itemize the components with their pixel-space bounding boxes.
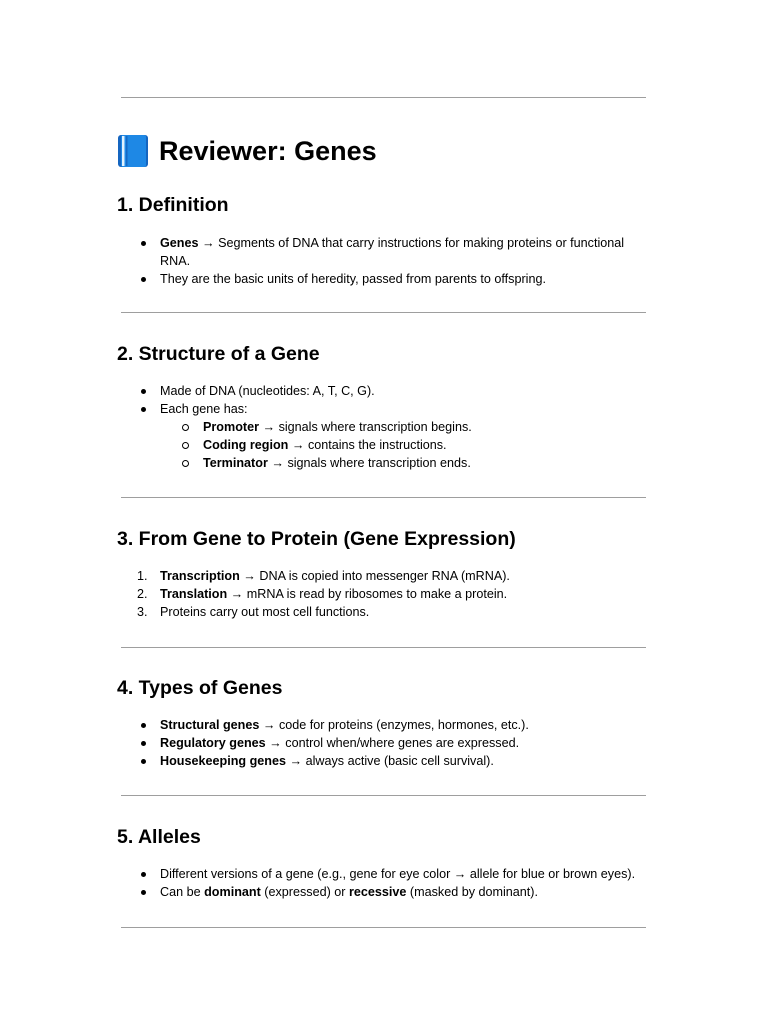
list-item (117, 716, 657, 734)
description: → control when/where genes are expressed. (265, 736, 520, 750)
list-item (117, 234, 657, 270)
sublist-item (160, 418, 657, 436)
structure-list (117, 382, 657, 472)
horizontal-rule (121, 97, 646, 98)
list-item (117, 752, 657, 770)
description: → signals where transcription begins. (258, 420, 472, 434)
hollow-bullet-icon (182, 442, 189, 449)
section-heading-gene-expression: 3. From Gene to Protein (Gene Expression) (117, 528, 516, 550)
list-number: 2. (137, 587, 148, 601)
term-recessive: recessive (348, 885, 407, 899)
horizontal-rule (121, 647, 646, 648)
alleles-list (117, 865, 657, 901)
page-title (117, 133, 377, 169)
horizontal-rule (121, 795, 646, 796)
list-item (117, 865, 657, 883)
description: → contains the instructions. (288, 438, 447, 452)
gene-expression-list (117, 567, 657, 621)
list-item (117, 382, 657, 400)
description: → Segments of DNA that carry instructions for making proteins or functional RNA. (160, 236, 625, 268)
sublist-item (160, 454, 657, 472)
description: Different versions of a gene (e.g., gene for eye color → allele for blue or brown eyes). (160, 867, 636, 881)
list-item (117, 400, 657, 472)
definition-list (117, 234, 657, 288)
list-item (117, 603, 657, 621)
description: → mRNA is read by ribosomes to make a protein. (227, 587, 508, 601)
term: Coding region (203, 438, 289, 452)
section-heading-structure: 2. Structure of a Gene (117, 343, 320, 365)
description: They are the basic units of heredity, passed from parents to offspring. (160, 272, 546, 286)
description: → always active (basic cell survival). (285, 754, 494, 768)
bullet-icon (141, 241, 146, 246)
list-item (117, 883, 657, 901)
description: → signals where transcription ends. (267, 456, 471, 470)
section-heading-definition: 1. Definition (117, 194, 229, 216)
list-number: 3. (137, 605, 148, 619)
term: Transcription (160, 569, 240, 583)
horizontal-rule (121, 497, 646, 498)
bullet-icon (141, 723, 146, 728)
term: Terminator (203, 456, 268, 470)
term: Structural genes (160, 718, 260, 732)
section-heading-alleles: 5. Alleles (117, 826, 201, 848)
description-part: (masked by dominant). (406, 885, 538, 899)
description-part: Can be (160, 885, 205, 899)
gene-types-list (117, 716, 657, 770)
bullet-icon (141, 389, 146, 394)
horizontal-rule (121, 927, 646, 928)
title-text: Reviewer: Genes (159, 135, 377, 166)
gene-parts-sublist (160, 418, 657, 472)
term: Genes (160, 236, 199, 250)
term: Translation (160, 587, 228, 601)
term-dominant: dominant (204, 885, 261, 899)
list-item (117, 585, 657, 603)
hollow-bullet-icon (182, 460, 189, 467)
bullet-icon (141, 890, 146, 895)
list-item (117, 734, 657, 752)
term: Regulatory genes (160, 736, 266, 750)
blue-book-icon (117, 134, 149, 168)
bullet-icon (141, 759, 146, 764)
bullet-icon (141, 407, 146, 412)
description-part: (expressed) or (260, 885, 349, 899)
description: Made of DNA (nucleotides: A, T, C, G). (160, 384, 375, 398)
description: → DNA is copied into messenger RNA (mRNA). (239, 569, 510, 583)
horizontal-rule (121, 312, 646, 313)
bullet-icon (141, 872, 146, 877)
description: Each gene has: (160, 402, 248, 416)
term: Promoter (203, 420, 259, 434)
bullet-icon (141, 277, 146, 282)
list-item (117, 270, 657, 288)
term: Housekeeping genes (160, 754, 286, 768)
list-number: 1. (137, 569, 148, 583)
section-heading-types: 4. Types of Genes (117, 677, 283, 699)
sublist-item (160, 436, 657, 454)
description: → code for proteins (enzymes, hormones, etc.). (259, 718, 529, 732)
bullet-icon (141, 741, 146, 746)
hollow-bullet-icon (182, 424, 189, 431)
list-item (117, 567, 657, 585)
description: Proteins carry out most cell functions. (160, 605, 370, 619)
